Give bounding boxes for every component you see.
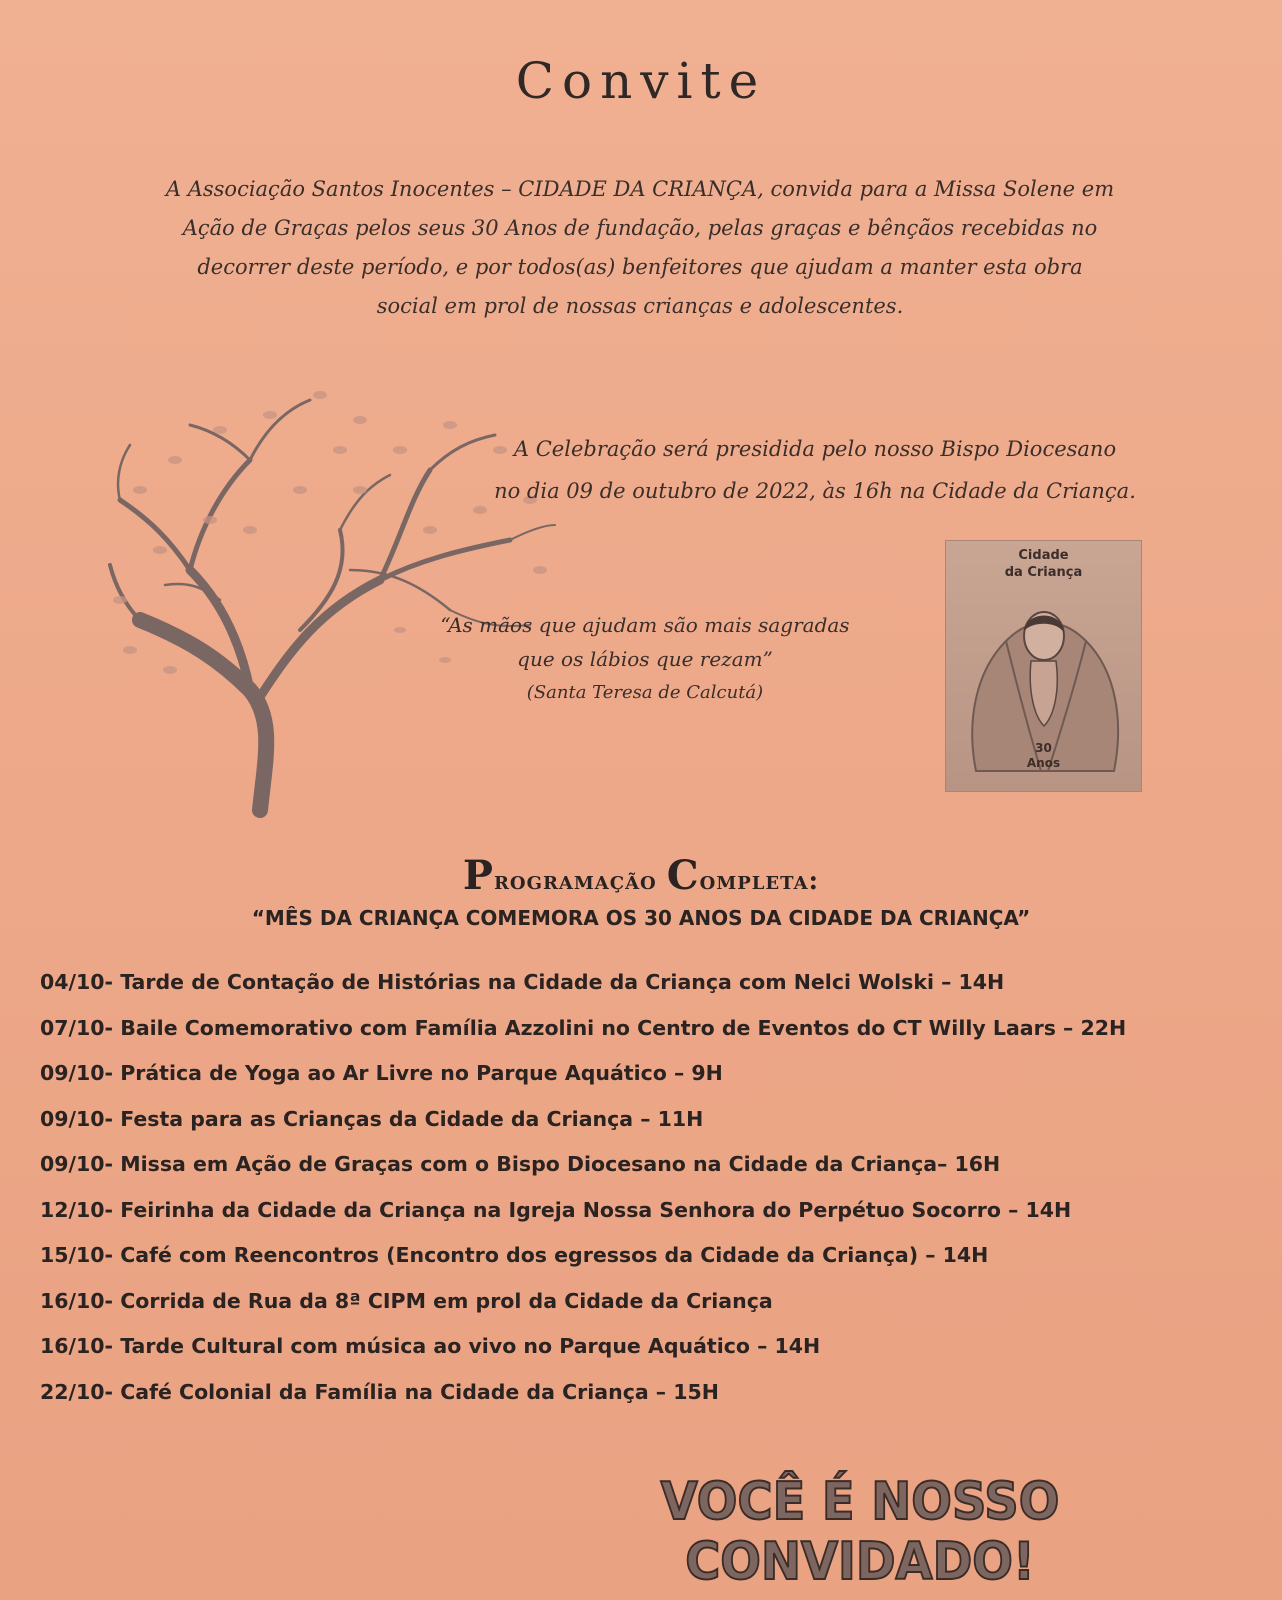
schedule-item: 16/10- Corrida de Rua da 8ª CIPM em prol da Cidade da Criança — [40, 1288, 773, 1313]
schedule-item: 16/10- Tarde Cultural com música ao vivo no Parque Aquático – 14H — [40, 1334, 821, 1358]
schedule-list — [40, 960, 1250, 1415]
celebration-line: no dia 09 de outubro de 2022, às 16h na Cidade da Criança. — [494, 479, 1136, 503]
schedule-item: 09/10- Festa para as Crianças da Cidade da Criança – 11H — [40, 1106, 704, 1131]
programacao-title: Programação Completa: — [462, 852, 820, 899]
page-title: Convite — [515, 52, 767, 110]
intro-line: Ação de Graças pelos seus 30 Anos de fundação, pelas graças e bênçãos recebidas no — [182, 216, 1098, 240]
quote-author: (Santa Teresa de Calcutá) — [526, 682, 764, 703]
intro-paragraph — [120, 170, 1160, 326]
schedule-item: 09/10- Prática de Yoga ao Ar Livre no Parque Aquático – 9H — [40, 1061, 723, 1085]
schedule-item: 07/10- Baile Comemorativo com Família Azzolini no Centro de Eventos do CT Willy Laars – 22H — [40, 1015, 1127, 1040]
cidade-da-crianca-logo — [945, 540, 1142, 792]
quote-line: que os lábios que rezam” — [517, 647, 773, 671]
programacao-subtitle: “MÊS DA CRIANÇA COMEMORA OS 30 ANOS DA CIDADE DA CRIANÇA” — [251, 906, 1031, 930]
quote-block — [410, 608, 880, 710]
schedule-item: 04/10- Tarde de Contação de Histórias na Cidade da Criança com Nelci Wolski – 14H — [40, 970, 1005, 994]
logo-title: Cidade da Criança — [1004, 548, 1083, 580]
intro-line: decorrer deste período, e por todos(as) benfeitores que ajudam a manter esta obra — [197, 255, 1083, 279]
quote-line: “As mãos que ajudam são mais sagradas — [440, 613, 850, 637]
closing-banner: VOCÊ É NOSSO CONVIDADO! — [660, 1472, 1060, 1592]
schedule-item: 15/10- Café com Reencontros (Encontro dos egressos da Cidade da Criança) – 14H — [40, 1243, 989, 1267]
intro-line: A Associação Santos Inocentes – CIDADE DA CRIANÇA, convida para a Missa Solene em — [165, 177, 1115, 201]
schedule-item: 12/10- Feirinha da Cidade da Criança na Igreja Nossa Senhora do Perpétuo Socorro – 14H — [40, 1197, 1072, 1222]
logo-years: 30 Anos — [1026, 741, 1061, 770]
schedule-item: 22/10- Café Colonial da Família na Cidade da Criança – 15H — [40, 1379, 719, 1404]
schedule-item: 09/10- Missa em Ação de Graças com o Bispo Diocesano na Cidade da Criança– 16H — [40, 1152, 1001, 1176]
celebration-text — [470, 428, 1160, 512]
celebration-line: A Celebração será presidida pelo nosso Bispo Diocesano — [513, 437, 1117, 461]
intro-line: social em prol de nossas crianças e adolescentes. — [376, 294, 904, 318]
